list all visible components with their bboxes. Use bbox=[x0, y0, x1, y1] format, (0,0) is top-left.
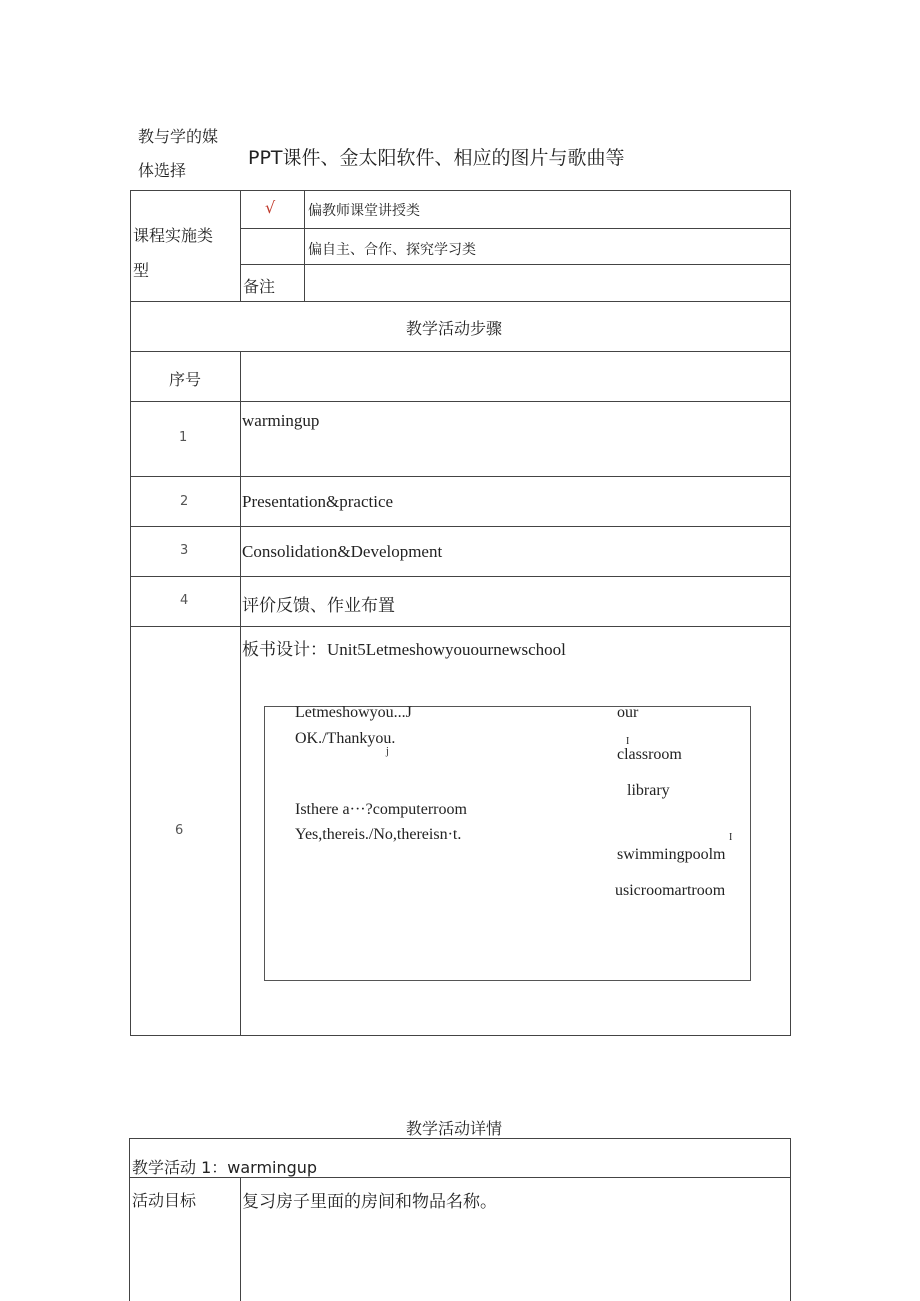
board-right-7: usicroomartroom bbox=[615, 882, 726, 899]
check-mark: √ bbox=[265, 198, 276, 217]
board-right-6: swimmingpoolm bbox=[617, 846, 726, 863]
course-option-teacher: 偏教师课堂讲授类 bbox=[308, 203, 420, 219]
media-value: PPT课件、金太阳软件、相应的图片与歌曲等 bbox=[248, 147, 625, 169]
step-num-6: 6 bbox=[175, 823, 184, 838]
step-num-2: 2 bbox=[180, 494, 189, 509]
board-line-4: Isthere a···?computerroom bbox=[295, 801, 467, 818]
step-num-3: 3 bbox=[180, 543, 189, 558]
step-text-6: 板书设计：Unit5Letmeshowyouournewschool bbox=[242, 640, 566, 659]
course-type-label-line2: 型 bbox=[133, 261, 150, 280]
media-label-line2: 体选择 bbox=[138, 161, 187, 180]
remark-label: 备注 bbox=[243, 277, 276, 296]
board-line-3: j bbox=[386, 746, 389, 757]
details-title: 教学活动详情 bbox=[406, 1119, 503, 1138]
step-num-1: 1 bbox=[179, 430, 188, 445]
activity-1-label: 教学活动 1：warmingup bbox=[132, 1158, 318, 1177]
step-text-2: Presentation&practice bbox=[242, 492, 394, 511]
media-label-line1: 教与学的媒 bbox=[138, 127, 219, 146]
course-option-self-study: 偏自主、合作、探究学习类 bbox=[308, 242, 476, 258]
step-text-4: 评价反馈、作业布置 bbox=[242, 596, 395, 616]
board-right-3: classroom bbox=[617, 746, 682, 763]
board-right-2: I bbox=[626, 736, 630, 747]
board-line-5: Yes,thereis./No,thereisn·t. bbox=[295, 826, 462, 843]
course-type-label-line1: 课程实施类 bbox=[133, 226, 214, 245]
step-num-4: 4 bbox=[180, 593, 189, 608]
board-line-1: Letmeshowyou...J bbox=[295, 704, 412, 721]
goal-text: 复习房子里面的房间和物品名称。 bbox=[242, 1192, 497, 1212]
goal-label: 活动目标 bbox=[132, 1191, 197, 1210]
board-right-5: I bbox=[729, 832, 733, 843]
board-right-1: our bbox=[617, 704, 639, 721]
steps-title: 教学活动步骤 bbox=[406, 319, 503, 338]
step-text-1: warmingup bbox=[242, 411, 320, 430]
serial-header: 序号 bbox=[169, 370, 202, 389]
board-line-2: OK./Thankyou. bbox=[295, 730, 396, 747]
step-text-3: Consolidation&Development bbox=[242, 542, 443, 561]
board-right-4: library bbox=[627, 782, 670, 799]
